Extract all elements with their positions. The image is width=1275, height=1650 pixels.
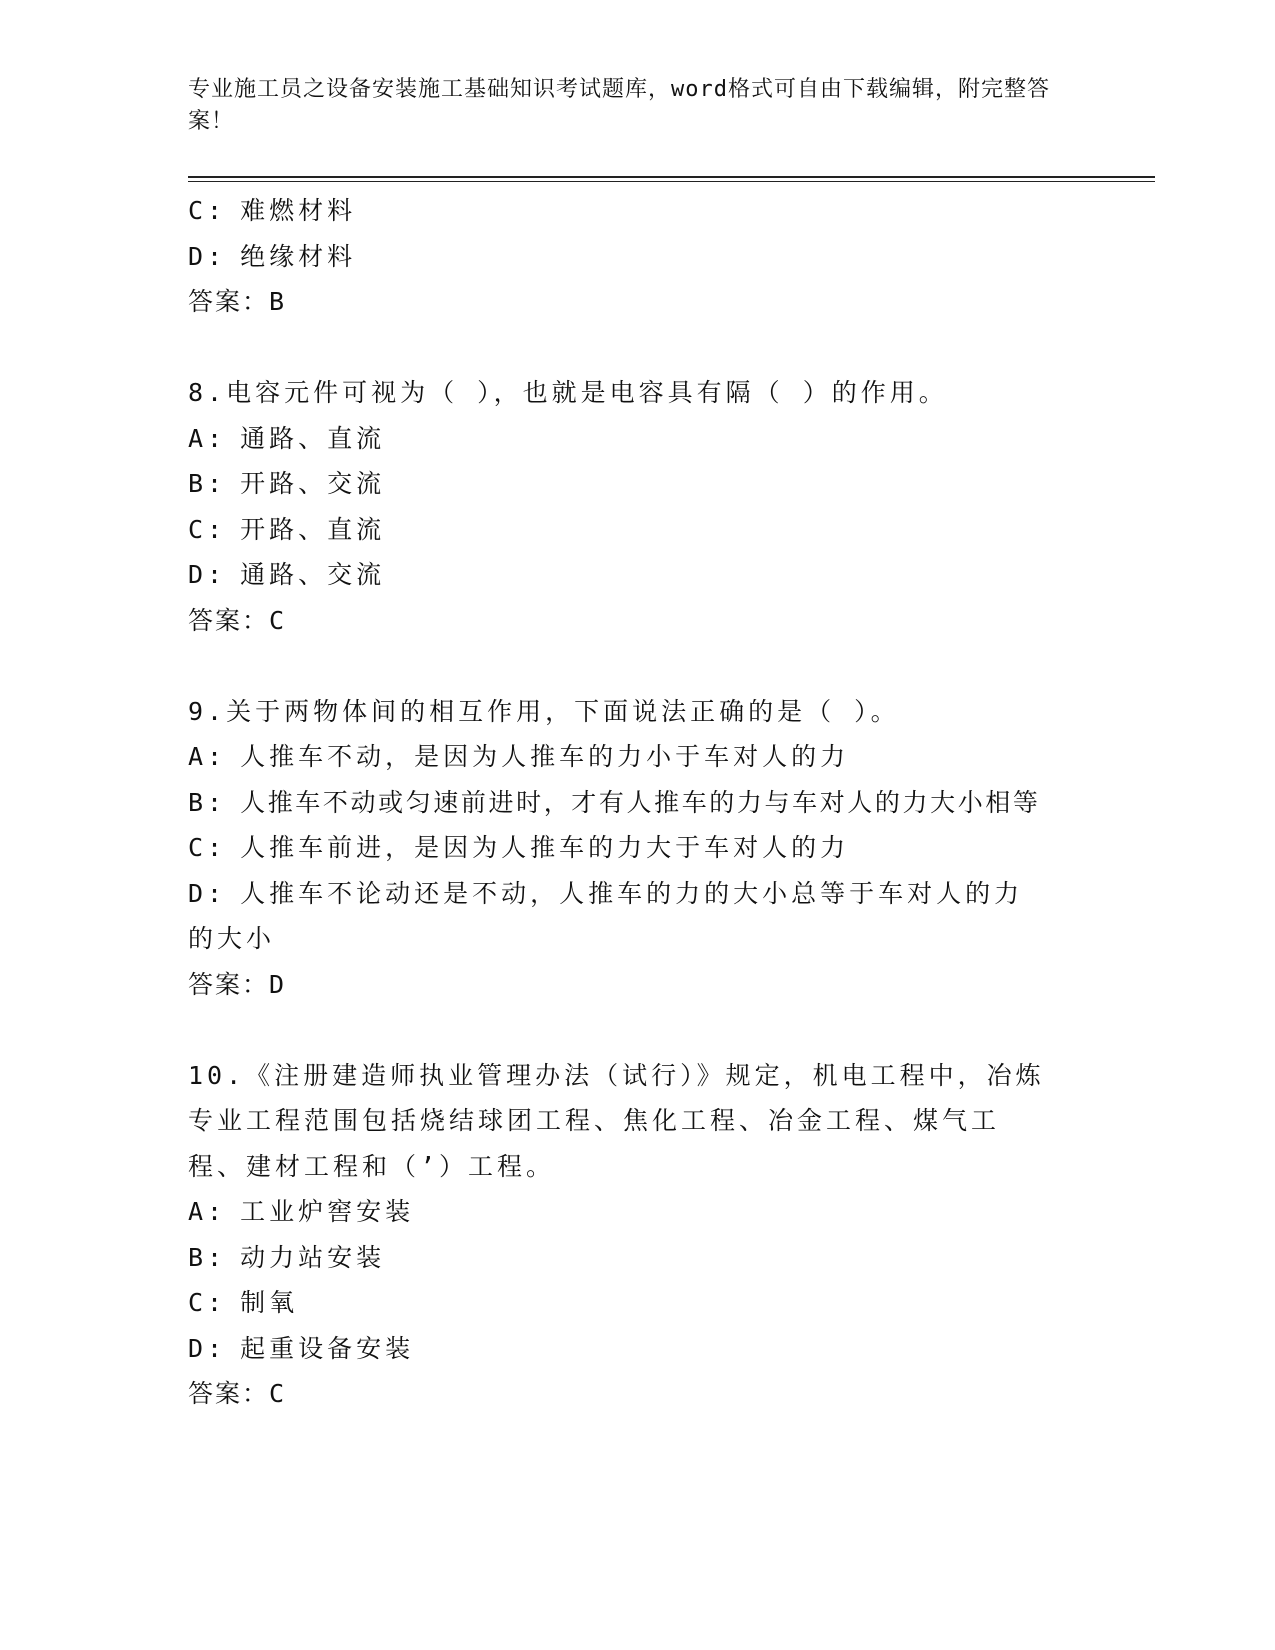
question-10 <box>188 1053 1078 1417</box>
option-label: B: <box>188 1242 227 1272</box>
document-header <box>188 74 1068 138</box>
option-label: C: <box>188 514 227 544</box>
question-text: 关于两物体间的相互作用，下面说法正确的是（ ）。 <box>226 696 900 726</box>
question-text: 电容元件可视为（ ），也就是电容具有隔（ ）的作用。 <box>226 378 948 407</box>
option-label: A: <box>188 742 227 771</box>
option-d <box>188 1326 1078 1372</box>
option-label: A: <box>188 1197 227 1226</box>
option-text: 人推车不动或匀速前进时，才有人推车的力与车对人的力大小相等 <box>240 787 1041 817</box>
option-d <box>188 552 1078 598</box>
option-label: D: <box>188 1333 227 1363</box>
option-a <box>188 1189 1078 1235</box>
option-label: C: <box>188 196 227 225</box>
question-stem <box>188 689 1078 735</box>
option-c <box>188 1280 1078 1326</box>
answer-value: C <box>269 605 286 635</box>
option-text: 起重设备安装 <box>240 1333 415 1363</box>
option-text: 人推车不动，是因为人推车的力小于车对人的力 <box>240 742 850 771</box>
option-text: 制氧 <box>240 1288 299 1317</box>
question-continued <box>188 188 1078 325</box>
option-text: 通路、交流 <box>240 560 386 589</box>
answer-value: B <box>269 287 286 316</box>
header-rule-bottom <box>188 181 1155 182</box>
option-label: D: <box>188 878 227 908</box>
spacer <box>188 643 1078 689</box>
answer-line <box>188 962 1078 1008</box>
option-label: C: <box>188 833 227 862</box>
option-text: 开路、交流 <box>240 469 386 498</box>
question-list <box>188 188 1078 1417</box>
answer-value: C <box>269 1379 286 1408</box>
option-text: 难燃材料 <box>240 196 357 225</box>
option-text: 通路、直流 <box>240 423 386 453</box>
question-number: 8. <box>188 378 227 407</box>
answer-label: 答案： <box>188 287 270 316</box>
option-label: D: <box>188 241 227 271</box>
option-label: B: <box>188 787 227 817</box>
question-number: 9. <box>188 696 227 726</box>
option-label: A: <box>188 423 227 453</box>
option-a <box>188 416 1078 462</box>
answer-label: 答案： <box>188 605 270 635</box>
option-label: D: <box>188 560 227 589</box>
answer-label: 答案： <box>188 969 270 999</box>
option-c <box>188 188 1078 234</box>
option-d <box>188 871 1048 962</box>
option-b <box>188 1235 1078 1281</box>
option-label: C: <box>188 1288 227 1317</box>
answer-value: D <box>269 969 286 999</box>
header-text: 专业施工员之设备安装施工基础知识考试题库，word格式可自由下载编辑，附完整答案！ <box>188 77 1050 134</box>
option-text: 绝缘材料 <box>240 241 357 271</box>
answer-label: 答案： <box>188 1379 270 1408</box>
option-b <box>188 461 1078 507</box>
question-stem <box>188 370 1078 416</box>
option-text: 人推车前进，是因为人推车的力大于车对人的力 <box>240 833 850 862</box>
question-text: 《注册建造师执业管理办法（试行）》规定，机电工程中，冶炼专业工程范围包括烧结球团工程、焦化工程、冶金工程、煤气工程、建材工程和（’）工程。 <box>188 1060 1045 1181</box>
question-9 <box>188 689 1078 1008</box>
option-text: 工业炉窖安装 <box>240 1197 415 1226</box>
option-text: 开路、直流 <box>240 514 386 544</box>
option-label: B: <box>188 469 227 498</box>
answer-line <box>188 1371 1078 1417</box>
option-text: 人推车不论动还是不动，人推车的力的大小总等于车对人的力的大小 <box>188 878 1024 953</box>
option-a <box>188 734 1078 780</box>
question-number: 10. <box>188 1060 246 1090</box>
spacer <box>188 325 1078 371</box>
answer-line <box>188 279 1078 325</box>
option-c <box>188 825 1078 871</box>
question-8 <box>188 370 1078 643</box>
question-stem <box>188 1053 1048 1190</box>
option-d <box>188 234 1078 280</box>
answer-line <box>188 598 1078 644</box>
option-c <box>188 507 1078 553</box>
option-text: 动力站安装 <box>240 1242 386 1272</box>
option-b <box>188 780 1078 826</box>
spacer <box>188 1007 1078 1053</box>
header-rule-top <box>188 176 1155 178</box>
